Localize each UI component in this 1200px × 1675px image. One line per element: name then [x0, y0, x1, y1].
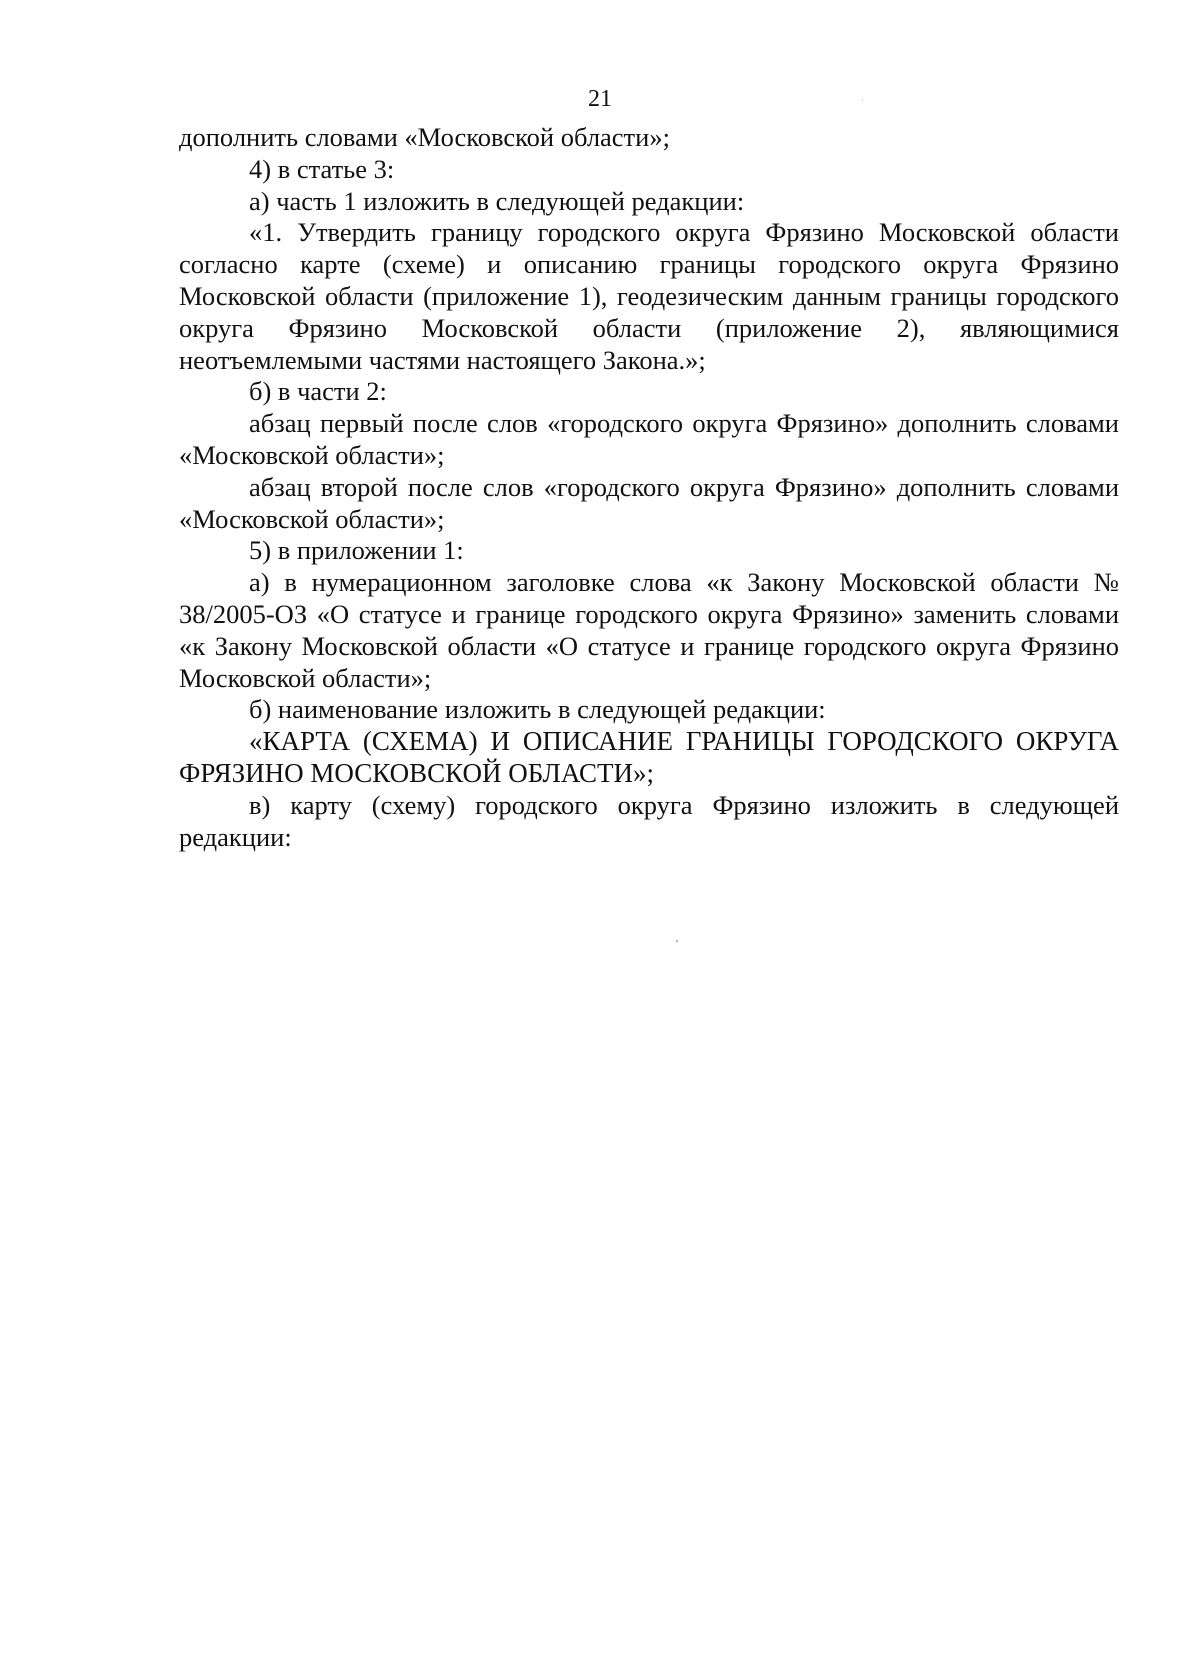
- paragraph-item-4: 4) в статье 3:: [249, 153, 395, 184]
- scan-speck: [676, 940, 678, 942]
- paragraph-item-4b: б) в части 2:: [249, 376, 387, 407]
- paragraph-second-abzac: абзац второй после слов «городского округа Фрязино» дополнить словами «Московской области»;: [179, 471, 1119, 534]
- paragraph-item-5a: а) в нумерационном заголовке слова «к Закону Московской области № 38/2005-ОЗ «О статусе и границе городского округа Фрязино» заменить словами «к Закону Московской области «О статусе и границе городского округа Фрязино Московской области»;: [179, 567, 1119, 693]
- paragraph-item-5: 5) в приложении 1:: [249, 535, 464, 566]
- paragraph-item-4a: а) часть 1 изложить в следующей редакции:: [249, 185, 745, 216]
- page-number: 21: [588, 86, 612, 112]
- document-body: [179, 122, 1119, 853]
- paragraph-quote-part-1: «1. Утвердить границу городского округа Фрязино Московской области согласно карте (схеме) и описанию границы городского округа Фрязино Московской области (приложение 1), геодезическим данным границы городского округа Фрязино Московской области (приложение 2), являющимися неотъемлемыми частями настоящего Закона.»;: [179, 217, 1119, 375]
- paragraph-item-5b: б) наименование изложить в следующей редакции:: [249, 694, 826, 725]
- paragraph-new-title: «КАРТА (СХЕМА) И ОПИСАНИЕ ГРАНИЦЫ ГОРОДСКОГО ОКРУГА ФРЯЗИНО МОСКОВСКОЙ ОБЛАСТИ»;: [179, 726, 1119, 788]
- paragraph-first-abzac: абзац первый после слов «городского округа Фрязино» дополнить словами «Московской области»;: [179, 408, 1119, 470]
- paragraph-continuation: дополнить словами «Московской области»;: [179, 122, 670, 152]
- scan-speck: [862, 100, 863, 101]
- paragraph-item-5v: в) карту (схему) городского округа Фрязино изложить в следующей редакции:: [179, 789, 1119, 852]
